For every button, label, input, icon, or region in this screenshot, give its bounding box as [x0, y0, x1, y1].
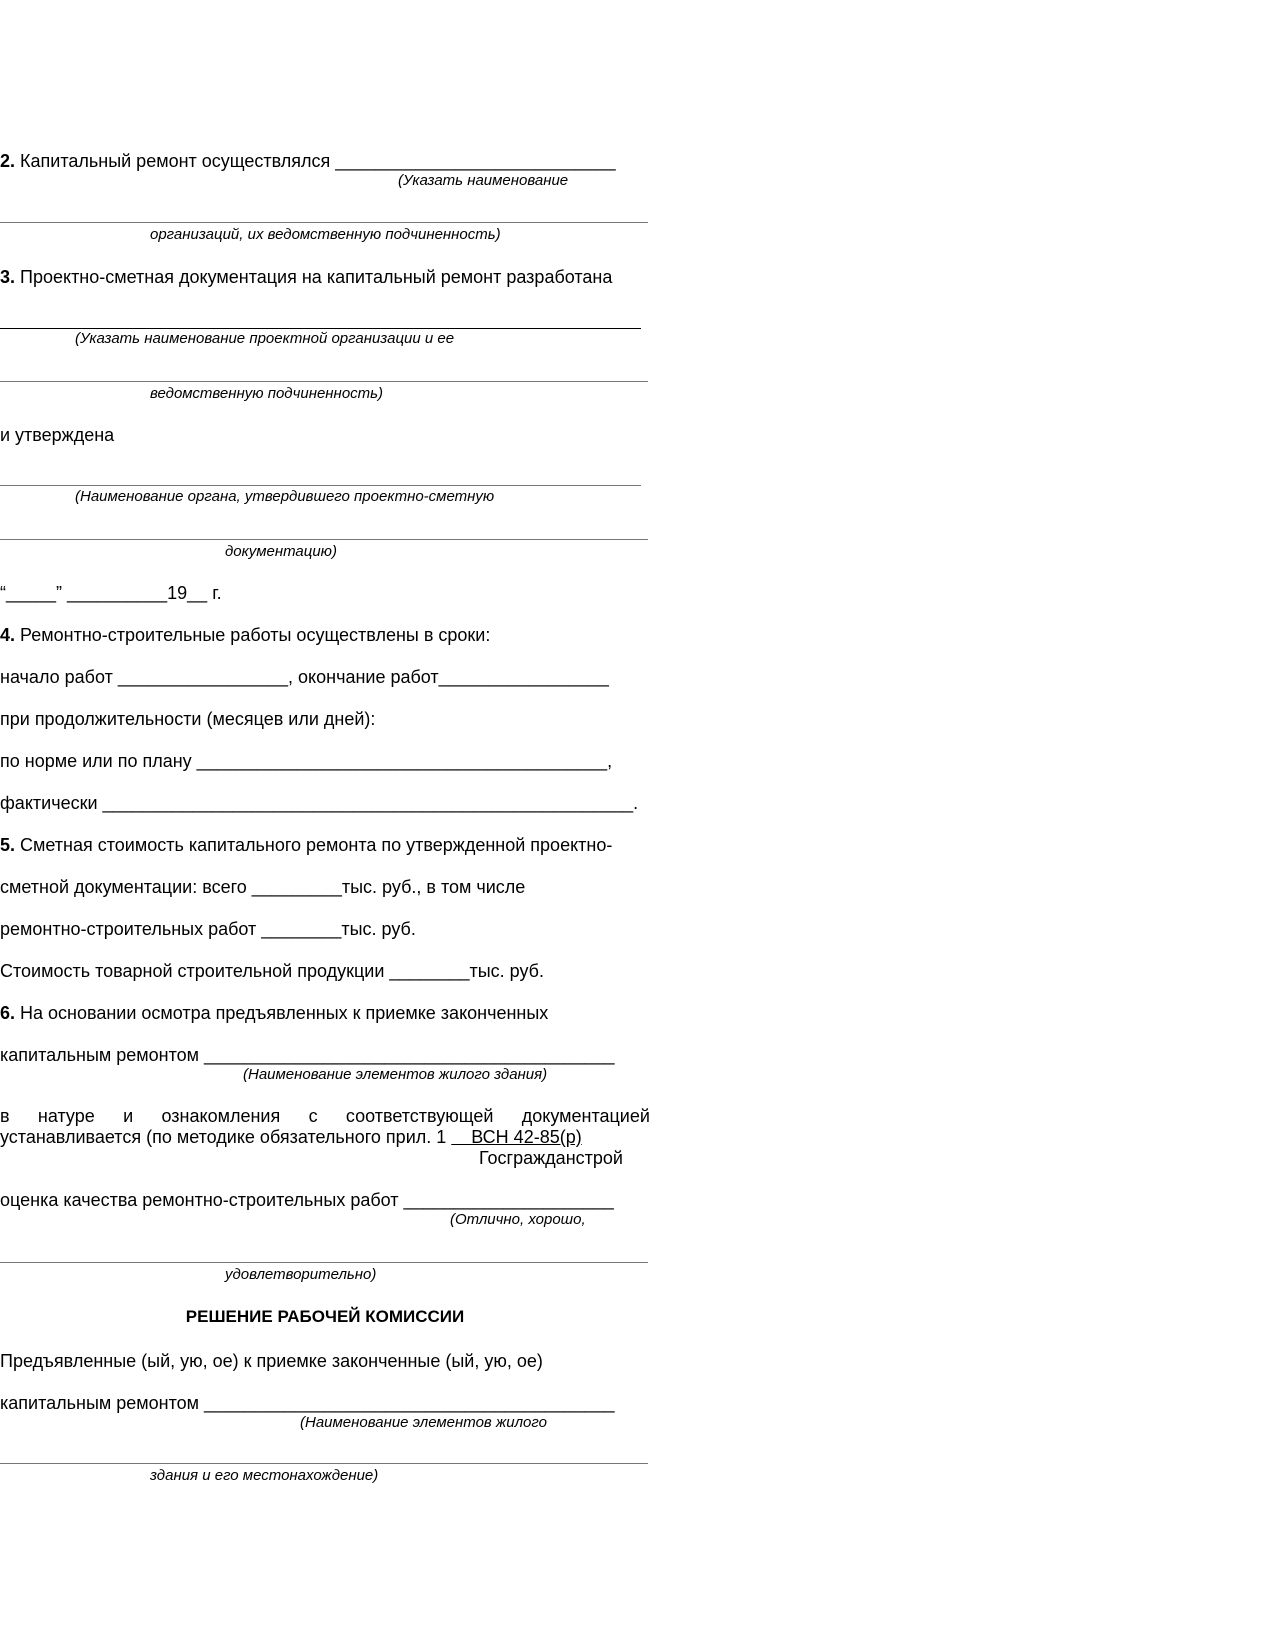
total-cost: сметной документации: всего _________тыс. руб., в том числе — [0, 877, 526, 897]
actual-duration: фактически _____________________________________________________. — [0, 793, 639, 813]
work-start-end: начало работ _________________, окончание работ_________________ — [0, 667, 609, 687]
justified-word: в — [0, 1106, 10, 1126]
duration-label: при продолжительности (месяцев или дней): — [0, 709, 376, 729]
quality-assessment: оценка качества ремонтно-строительных работ _____________________ — [0, 1190, 614, 1210]
construction-cost: ремонтно-строительных работ ________тыс. руб. — [0, 919, 416, 939]
section-6-caption-2: (Отлично, хорошо, — [450, 1211, 586, 1228]
section-4-number: 4. — [0, 625, 16, 645]
section-3-text: Проектно-сметная документация на капитальный ремонт разработана — [15, 267, 613, 287]
blank-line — [0, 539, 648, 540]
gosgrazhdanstroy: Госгражданстрой — [479, 1148, 623, 1168]
section-5-line — [0, 835, 612, 855]
justified-word: ознакомления — [161, 1106, 281, 1126]
section-4-line — [0, 625, 490, 645]
section-6-line — [0, 1003, 548, 1023]
section-6-caption-3: удовлетворительно) — [225, 1266, 377, 1283]
justified-word: и — [123, 1106, 134, 1126]
blank-line — [0, 381, 648, 382]
section-2-text: Капитальный ремонт осуществлялся ____________________________ — [15, 151, 616, 171]
blank-line — [0, 485, 641, 486]
section-3-caption-1: (Указать наименование проектной организации и ее — [75, 330, 455, 347]
section-5-text: Сметная стоимость капитального ремонта по утвержденной проектно- — [15, 835, 613, 855]
section-3-line — [0, 267, 612, 287]
section-3-number: 3. — [0, 267, 16, 287]
decision-line-1: Предъявленные (ый, ую, ое) к приемке законченные (ый, ую, ое) — [0, 1351, 543, 1371]
section-3-caption-3: (Наименование органа, утвердившего проектно-сметную — [75, 488, 495, 505]
decision-line-2: капитальным ремонтом _________________________________________ — [0, 1393, 615, 1413]
section-3-caption-4: документацию) — [225, 543, 337, 560]
methodology-line — [0, 1127, 582, 1147]
section-2-number: 2. — [0, 151, 16, 171]
section-2-caption-1: (Указать наименование — [398, 172, 569, 189]
justified-word: документацией — [521, 1106, 650, 1126]
blank-line — [0, 222, 648, 223]
vsn-reference: ВСН 42-85(р) — [451, 1127, 582, 1147]
planned-duration: по норме или по плану _________________________________________, — [0, 751, 613, 771]
approved-label: и утверждена — [0, 425, 115, 445]
section-5-number: 5. — [0, 835, 16, 855]
section-6-text: На основании осмотра предъявленных к приемке законченных — [15, 1003, 549, 1023]
section-2-line — [0, 151, 616, 171]
section-6-caption-1: (Наименование элементов жилого здания) — [243, 1066, 548, 1083]
justified-word: с — [308, 1106, 318, 1126]
decision-caption-1: (Наименование элементов жилого — [300, 1414, 547, 1431]
blank-line — [0, 328, 641, 329]
decision-heading: РЕШЕНИЕ РАБОЧЕЙ КОМИССИИ — [185, 1307, 465, 1326]
approval-date: “_____” __________19__ г. — [0, 583, 222, 603]
justified-word: натуре — [37, 1106, 95, 1126]
section-3-caption-2: ведомственную подчиненность) — [150, 385, 384, 402]
blank-line — [0, 1262, 648, 1263]
section-2-caption-2: организаций, их ведомственную подчиненность) — [150, 226, 501, 243]
section-6-number: 6. — [0, 1003, 16, 1023]
section-4-text: Ремонтно-строительные работы осуществлены в сроки: — [15, 625, 491, 645]
justified-line — [0, 1106, 650, 1126]
product-cost: Стоимость товарной строительной продукции ________тыс. руб. — [0, 961, 544, 981]
justified-word: соответствующей — [345, 1106, 494, 1126]
decision-caption-2: здания и его местонахождение) — [150, 1467, 379, 1484]
blank-line — [0, 1463, 648, 1464]
repair-elements-line: капитальным ремонтом _________________________________________ — [0, 1045, 615, 1065]
methodology-text: устанавливается (по методике обязательного прил. 1 — [0, 1127, 452, 1147]
